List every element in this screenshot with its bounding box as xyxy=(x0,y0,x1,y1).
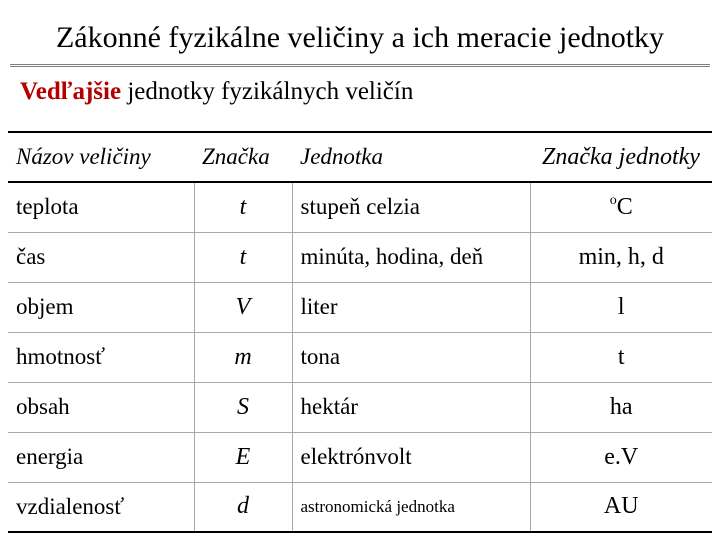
unit-symbol: ha xyxy=(530,382,712,432)
unit-symbol: min, h, d xyxy=(530,232,712,282)
unit-name: hektár xyxy=(292,382,530,432)
header-quantity-name: Názov veličiny xyxy=(8,132,194,182)
header-unit-symbol: Značka jednotky xyxy=(530,132,712,182)
unit-name: elektrónvolt xyxy=(292,432,530,482)
quantity-name: energia xyxy=(8,432,194,482)
units-table xyxy=(8,131,712,533)
unit-symbol-text: C xyxy=(616,194,633,221)
quantity-name: vzdialenosť xyxy=(8,482,194,532)
quantity-symbol: m xyxy=(194,332,292,382)
table-row xyxy=(8,182,712,232)
unit-symbol: t xyxy=(530,332,712,382)
quantity-symbol: d xyxy=(194,482,292,532)
unit-name: minúta, hodina, deň xyxy=(292,232,530,282)
quantity-symbol: S xyxy=(194,382,292,432)
quantity-symbol: t xyxy=(194,232,292,282)
quantity-symbol: V xyxy=(194,282,292,332)
quantity-name: hmotnosť xyxy=(8,332,194,382)
unit-symbol: e.V xyxy=(530,432,712,482)
unit-symbol: l xyxy=(530,282,712,332)
degree-mark: o xyxy=(609,193,617,209)
unit-symbol xyxy=(530,182,712,232)
table-row xyxy=(8,232,712,282)
table-row xyxy=(8,482,712,532)
table-row xyxy=(8,432,712,482)
quantity-symbol: E xyxy=(194,432,292,482)
unit-name: tona xyxy=(292,332,530,382)
unit-name: astronomická jednotka xyxy=(292,482,530,532)
quantity-name: obsah xyxy=(8,382,194,432)
subtitle-accent: Vedľajšie xyxy=(20,78,122,105)
page-title: Zákonné fyzikálne veličiny a ich meracie jednotky xyxy=(55,21,665,54)
table-row xyxy=(8,282,712,332)
subtitle-rest: jednotky fyzikálnych veličín xyxy=(121,78,414,105)
table-row xyxy=(8,332,712,382)
unit-symbol: AU xyxy=(530,482,712,532)
header-unit: Jednotka xyxy=(292,132,530,182)
section-subtitle xyxy=(20,74,413,110)
title-divider xyxy=(10,64,710,65)
quantity-name: teplota xyxy=(8,182,194,232)
table-row xyxy=(8,382,712,432)
quantity-name: objem xyxy=(8,282,194,332)
table-header-row xyxy=(8,132,712,182)
unit-name: stupeň celzia xyxy=(292,182,530,232)
quantity-symbol: t xyxy=(194,182,292,232)
header-symbol: Značka xyxy=(194,132,292,182)
quantity-name: čas xyxy=(8,232,194,282)
title-divider-secondary xyxy=(10,66,710,67)
unit-name: liter xyxy=(292,282,530,332)
